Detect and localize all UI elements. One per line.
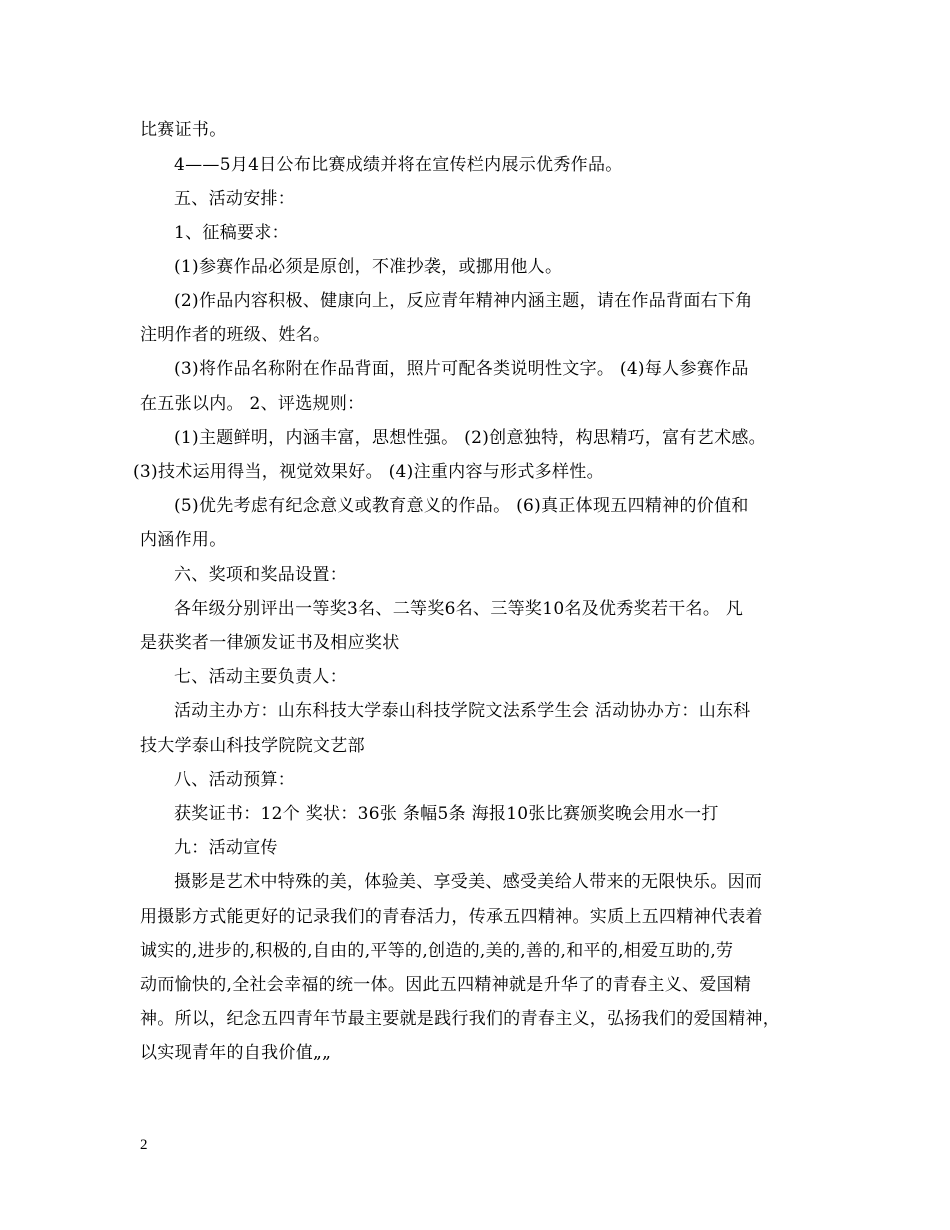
text-line: 诚实的,进步的,积极的,自由的,平等的,创造的,美的,善的,和平的,相爱互助的,劳	[140, 941, 734, 961]
page-number: 2	[140, 1137, 148, 1153]
text-line: 用摄影方式能更好的记录我们的青春活力，传承五四精神。实质上五四精神代表着	[140, 907, 763, 927]
text-line: 活动主办方：山东科技大学泰山科技学院文法系学生会 活动协办方：山东科	[174, 701, 751, 721]
text-line: 技大学泰山科技学院院文艺部	[140, 736, 365, 756]
text-line: (5)优先考虑有纪念意义或教育意义的作品。 (6)真正体现五四精神的价值和	[174, 496, 749, 516]
section-heading: 八、活动预算：	[174, 770, 296, 790]
text-line: 以实现青年的自我价值„„	[140, 1043, 332, 1063]
text-line: 比赛证书。	[140, 120, 227, 140]
text-line: (3)技术运用得当，视觉效果好。 (4)注重内容与形式多样性。	[133, 462, 604, 482]
section-heading: 七、活动主要负责人：	[174, 667, 347, 687]
text-line: (1)主题鲜明，内涵丰富，思想性强。 (2)创意独特，构思精巧，富有艺术感。	[174, 428, 766, 448]
text-line: 注明作者的班级、姓名。	[140, 325, 331, 345]
section-heading: 九：活动宣传	[174, 838, 278, 858]
text-line: 神。所以，纪念五四青年节最主要就是践行我们的青春主义，弘扬我们的爱国精神，	[140, 1009, 781, 1029]
text-line: 4——5月4日公布比赛成绩并将在宣传栏内展示优秀作品。	[174, 155, 623, 175]
text-line: 动而愉快的,全社会幸福的统一体。因此五四精神就是升华了的青春主义、爱国精	[140, 975, 752, 995]
text-line: 摄影是艺术中特殊的美，体验美、享受美、感受美给人带来的无限快乐。因而	[174, 872, 763, 892]
section-heading: 六、奖项和奖品设置：	[174, 565, 347, 585]
text-line: 获奖证书：12个 奖状：36张 条幅5条 海报10张比赛颁奖晚会用水一打	[174, 804, 719, 824]
text-line: (1)参赛作品必须是原创，不准抄袭，或挪用他人。	[174, 257, 563, 277]
section-heading: 五、活动安排：	[174, 189, 296, 209]
text-line: (2)作品内容积极、健康向上，反应青年精神内涵主题，请在作品背面右下角	[174, 291, 753, 311]
subsection-heading: 1、征稿要求：	[174, 223, 289, 243]
text-line: 内涵作用。	[140, 530, 227, 550]
text-line: 是获奖者一律颁发证书及相应奖状	[140, 633, 400, 653]
text-line: 各年级分别评出一等奖3名、二等奖6名、三等奖10名及优秀奖若干名。 凡	[174, 599, 744, 619]
text-line: 在五张以内。 2、评选规则：	[140, 394, 365, 414]
text-line: (3)将作品名称附在作品背面，照片可配各类说明性文字。 (4)每人参赛作品	[174, 359, 749, 379]
